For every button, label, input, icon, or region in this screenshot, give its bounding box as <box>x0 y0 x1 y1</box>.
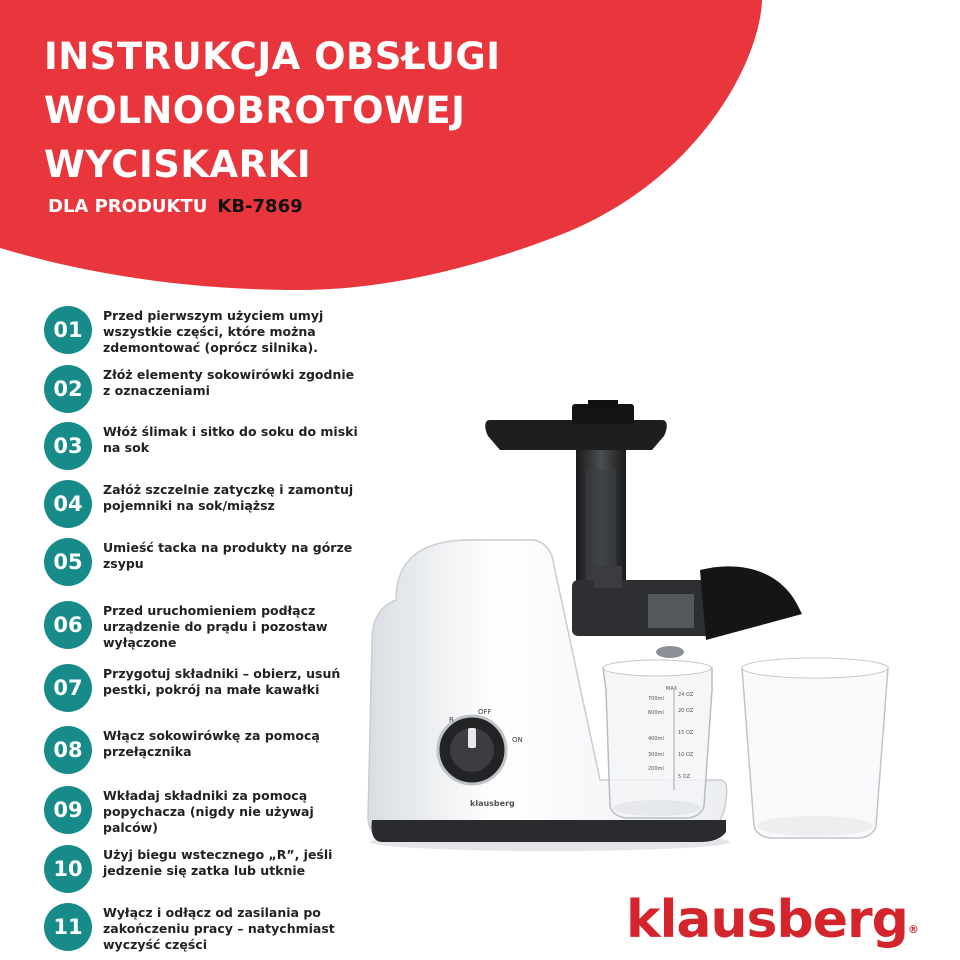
step-text: Użyj biegu wstecznego „R”, jeśli jedzenie się zatka lub utknie <box>103 847 333 878</box>
step-item <box>44 664 364 712</box>
brand-name: klausberg <box>626 890 908 950</box>
jug-mark-400: 400ml <box>648 736 664 742</box>
step-number-badge: 10 <box>44 845 92 893</box>
pulp-container <box>742 668 888 838</box>
knob-label-off: OFF <box>478 708 492 716</box>
jug-mark-max: MAX <box>666 686 678 692</box>
jug-oz-5: 5 OZ <box>678 774 691 780</box>
step-text: Włącz sokowirówkę za pomocą przełącznika <box>103 728 320 759</box>
food-tray <box>485 420 667 450</box>
page-title <box>44 30 604 192</box>
step-item <box>44 422 364 470</box>
step-number-badge: 11 <box>44 903 92 951</box>
step-number-badge: 03 <box>44 422 92 470</box>
step-number-badge: 09 <box>44 786 92 834</box>
step-text: Złóż elementy sokowirówki zgodnie z oznaczeniami <box>103 367 355 398</box>
model-number: KB-7869 <box>217 196 303 217</box>
step-item <box>44 845 364 893</box>
step-number-badge: 06 <box>44 601 92 649</box>
product-subtitle <box>48 196 303 217</box>
jug-oz-20: 20 OZ <box>678 708 694 714</box>
step-text: Wyłącz i odłącz od zasilania po zakończeniu pracy – natychmiast wyczyść części <box>103 905 335 952</box>
step-number-badge: 02 <box>44 365 92 413</box>
step-text: Umieść tacka na produkty na górze zsypu <box>103 540 353 571</box>
step-text: Włóż ślimak i sitko do soku do miski na sok <box>103 424 358 455</box>
brand-logo <box>626 890 919 950</box>
step-text: Przed pierwszym użyciem umyj wszystkie części, które można zdemontować (oprócz silnika). <box>103 308 324 355</box>
step-text: Przed uruchomieniem podłącz urządzenie do prądu i pozostaw wyłączone <box>103 603 328 650</box>
knob-label-reverse: R <box>449 716 454 724</box>
step-item <box>44 306 364 354</box>
step-text: Załóż szczelnie zatyczkę i zamontuj pojemniki na sok/miąższ <box>103 482 354 513</box>
step-item <box>44 480 364 528</box>
juicer-product-image <box>360 395 900 865</box>
jug-oz-15: 15 OZ <box>678 730 694 736</box>
step-number-badge: 01 <box>44 306 92 354</box>
jug-oz-10: 10 OZ <box>678 752 694 758</box>
pulp-outlet <box>700 566 802 640</box>
step-text: Wkładaj składniki za pomocą popychacza (nigdy nie używaj palców) <box>103 788 314 835</box>
jug-oz-24: 24 OZ <box>678 692 694 698</box>
title-line-1: INSTRUKCJA OBSŁUGI <box>44 35 501 78</box>
step-number-badge: 05 <box>44 538 92 586</box>
jug-mark-200: 200ml <box>648 766 664 772</box>
step-item <box>44 786 364 834</box>
step-number-badge: 08 <box>44 726 92 774</box>
step-number-badge: 07 <box>44 664 92 712</box>
step-item <box>44 365 364 413</box>
device-logo: klausberg <box>470 799 515 808</box>
title-line-2: WOLNOOBROTOWEJ <box>44 89 466 132</box>
jug-mark-300: 300ml <box>648 752 664 758</box>
registered-mark: ® <box>907 923 919 936</box>
jug-mark-600: 600ml <box>648 710 664 716</box>
step-item <box>44 538 364 586</box>
step-number-badge: 04 <box>44 480 92 528</box>
title-line-3: WYCISKARKI <box>44 143 312 186</box>
subtitle-label: DLA PRODUKTU <box>48 196 208 217</box>
jug-mark-700: 700ml <box>648 696 664 702</box>
step-item <box>44 726 364 774</box>
knob-label-on: ON <box>512 736 523 744</box>
juice-jug <box>603 668 712 818</box>
step-item <box>44 903 364 951</box>
step-item <box>44 601 364 649</box>
step-text: Przygotuj składniki – obierz, usuń pestki, pokrój na małe kawałki <box>103 666 341 697</box>
